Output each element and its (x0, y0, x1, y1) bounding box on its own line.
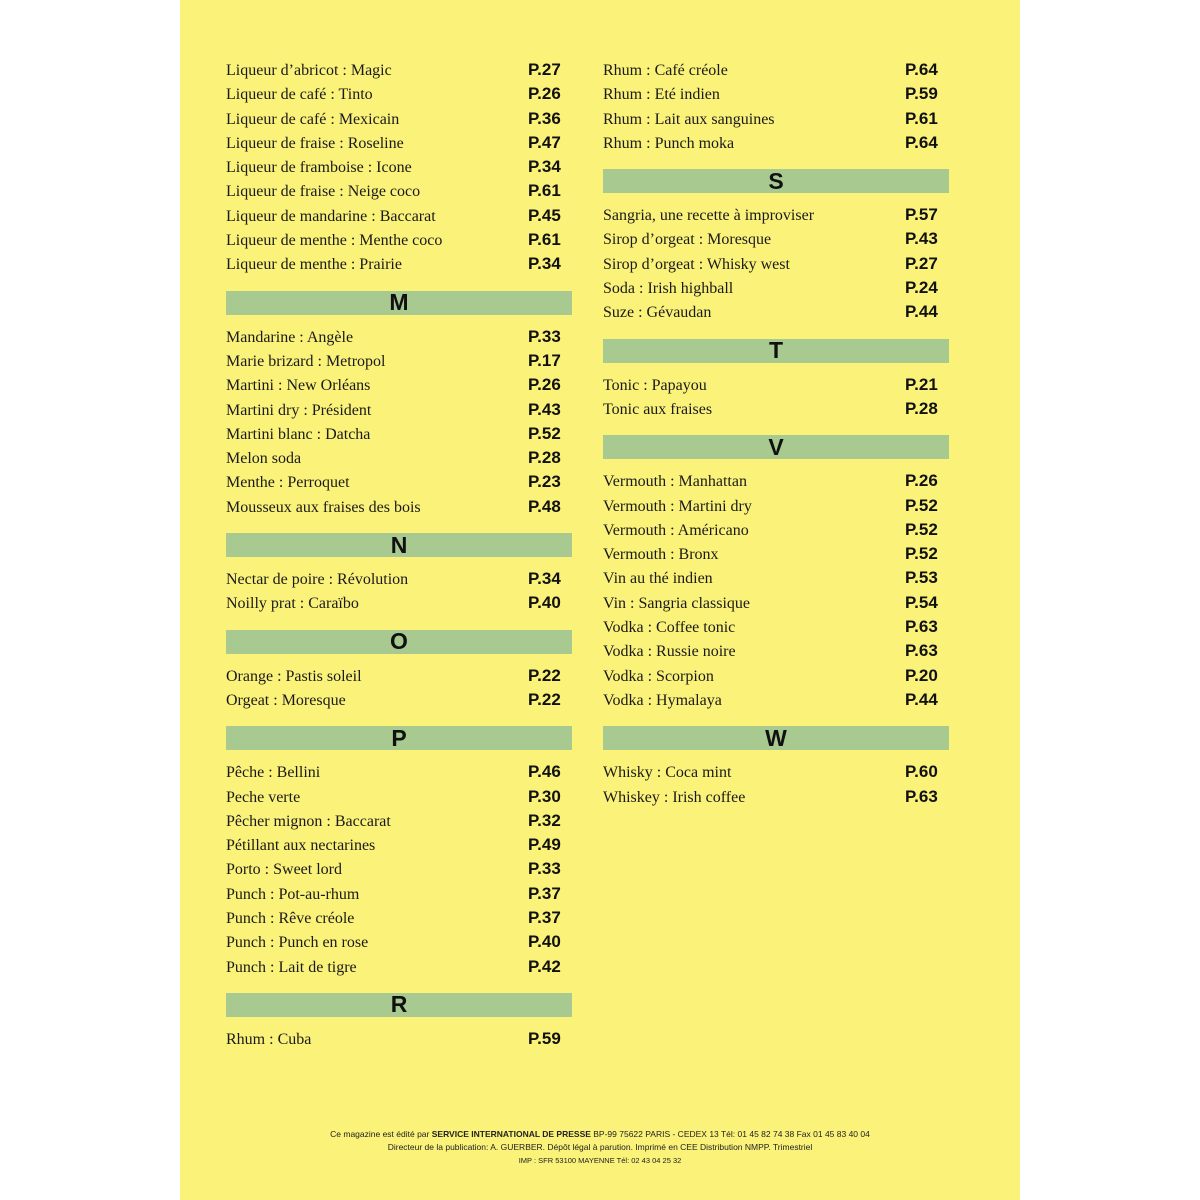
page-number: P.32 (528, 810, 561, 830)
cocktail-name: Pêcher mignon : Baccarat (226, 812, 391, 830)
page-number: P.49 (528, 835, 561, 855)
page-number: P.34 (528, 254, 561, 274)
page-number: P.22 (528, 665, 561, 685)
cocktail-name: Pétillant aux nectarines (226, 837, 376, 855)
section-letter: M (389, 289, 409, 316)
page-number: P.17 (528, 350, 561, 370)
index-entry (603, 131, 949, 155)
index-entry (603, 760, 949, 784)
cocktail-name: Suze : Gévaudan (603, 304, 712, 322)
cocktail-name: Nectar de poire : Révolution (226, 571, 409, 589)
index-entry (603, 107, 949, 131)
page-number: P.52 (905, 519, 938, 539)
cocktail-name: Vermouth : Manhattan (603, 473, 747, 491)
index-entry (226, 325, 572, 349)
index-entry (603, 785, 949, 809)
footer-line-2: Directeur de la publication: A. GUERBER. Dépôt légal à parution. Imprimé en CEE Distribution NMPP. Trimestriel (387, 1142, 813, 1152)
index-entry (603, 566, 949, 590)
page-number: P.28 (528, 448, 561, 468)
cocktail-name: Punch : Punch en rose (226, 934, 369, 952)
section-letter-bar (226, 533, 572, 557)
page-number: P.52 (528, 423, 561, 443)
page-number: P.61 (528, 230, 561, 250)
page-number: P.63 (905, 641, 938, 661)
page-number: P.26 (905, 471, 938, 491)
page-number: P.52 (905, 495, 938, 515)
section-letter: V (768, 433, 784, 460)
cocktail-name: Whiskey : Irish coffee (603, 788, 746, 806)
index-entry (603, 639, 949, 663)
index-entry (226, 688, 572, 712)
page-number: P.27 (528, 60, 561, 79)
index-entry (226, 446, 572, 470)
page-number: P.37 (528, 883, 561, 903)
index-entry (226, 809, 572, 833)
cocktail-name: Sangria, une recette à improviser (603, 207, 815, 225)
section-letter-bar (226, 726, 572, 750)
section-letter: O (390, 628, 408, 655)
index-entry (603, 518, 949, 542)
page-number: P.21 (905, 374, 938, 394)
index-entry (226, 349, 572, 373)
cocktail-name: Vodka : Russie noire (603, 643, 736, 661)
page-number: P.28 (905, 398, 938, 418)
index-entry (603, 494, 949, 518)
cocktail-name: Liqueur de fraise : Roseline (226, 134, 404, 152)
index-entry (226, 1027, 572, 1051)
index-entry (603, 688, 949, 712)
section-letter-bar (603, 435, 949, 459)
cocktail-name: Soda : Irish highball (603, 280, 734, 298)
index-entry (226, 955, 572, 979)
cocktail-name: Vermouth : Bronx (603, 546, 719, 564)
index-entry (603, 373, 949, 397)
cocktail-name: Tonic : Papayou (603, 376, 707, 394)
index-column-left (226, 58, 572, 1051)
index-entry (226, 857, 572, 881)
page-number: P.59 (528, 1028, 561, 1048)
page-number: P.34 (528, 157, 561, 177)
index-entry (226, 228, 572, 252)
section-letter-bar (603, 169, 949, 193)
section-letter: T (768, 337, 784, 364)
page-number: P.63 (905, 617, 938, 637)
index-entry (603, 300, 949, 324)
index-entry (603, 664, 949, 688)
cocktail-name: Orange : Pastis soleil (226, 667, 362, 685)
cocktail-name: Sirop d’orgeat : Moresque (603, 231, 772, 249)
index-entry (226, 882, 572, 906)
index-entry (603, 469, 949, 493)
page-number: P.48 (528, 496, 561, 516)
cocktail-name: Martini blanc : Datcha (226, 425, 371, 443)
cocktail-name: Martini : New Orléans (226, 377, 371, 395)
index-entry (226, 906, 572, 930)
cocktail-name: Liqueur d’abricot : Magic (226, 62, 392, 79)
page-number: P.26 (528, 84, 561, 104)
cocktail-name: Liqueur de café : Mexicain (226, 110, 400, 128)
index-entry (226, 664, 572, 688)
section-letter-bar (603, 339, 949, 363)
cocktail-name: Porto : Sweet lord (226, 861, 342, 879)
index-entry (603, 615, 949, 639)
cocktail-name: Rhum : Punch moka (603, 134, 735, 152)
publisher-footer (180, 1128, 1020, 1167)
index-entry (603, 252, 949, 276)
section-letter-bar (226, 993, 572, 1017)
cocktail-name: Punch : Pot-au-rhum (226, 885, 360, 903)
index-entry (226, 398, 572, 422)
section-letter: N (390, 531, 408, 558)
index-entry (226, 82, 572, 106)
section-letter: R (390, 991, 408, 1018)
page-number: P.43 (528, 399, 561, 419)
index-entry (226, 252, 572, 276)
cocktail-name: Vermouth : Martini dry (603, 497, 752, 515)
page-number: P.47 (528, 132, 561, 152)
index-entry (603, 397, 949, 421)
cocktail-name: Vermouth : Américano (603, 521, 749, 539)
page-number: P.64 (905, 132, 938, 152)
index-entry (226, 58, 572, 82)
index-column-right (603, 58, 949, 809)
cocktail-name: Rhum : Café créole (603, 62, 728, 79)
cocktail-name: Liqueur de framboise : Icone (226, 159, 412, 177)
index-entry (226, 155, 572, 179)
footer-line-1: Ce magazine est édité par SERVICE INTERNATIONAL DE PRESSE BP-99 75622 PARIS - CEDEX 13 Tél: 01 45 82 74 38 Fax 01 45 83 40 04 (330, 1129, 870, 1139)
index-entry (226, 373, 572, 397)
page-number: P.37 (528, 908, 561, 928)
page-number: P.30 (528, 786, 561, 806)
index-entry (226, 591, 572, 615)
index-entry (603, 82, 949, 106)
page-number: P.46 (528, 762, 561, 782)
cocktail-name: Rhum : Eté indien (603, 86, 720, 104)
index-entry (226, 204, 572, 228)
page-number: P.36 (528, 108, 561, 128)
section-letter-bar (226, 291, 572, 315)
page-number: P.64 (905, 60, 938, 79)
section-letter: S (768, 167, 784, 194)
index-entry (603, 542, 949, 566)
section-letter: P (391, 724, 407, 751)
page-number: P.40 (528, 932, 561, 952)
cocktail-name: Vodka : Coffee tonic (603, 619, 736, 637)
cocktail-name: Peche verte (226, 788, 301, 806)
cocktail-name: Mandarine : Angèle (226, 328, 354, 346)
cocktail-name: Vodka : Scorpion (603, 667, 714, 685)
page-number: P.45 (528, 205, 561, 225)
page-number: P.22 (528, 689, 561, 709)
page-number: P.26 (528, 375, 561, 395)
page-number: P.52 (905, 544, 938, 564)
footer-line-3: IMP : SFR 53100 MAYENNE Tél: 02 43 04 25 32 (518, 1156, 682, 1165)
cocktail-name: Liqueur de café : Tinto (226, 86, 373, 104)
page-number: P.61 (905, 108, 938, 128)
page-number: P.44 (905, 302, 938, 322)
page-number: P.33 (528, 859, 561, 879)
index-entry (603, 591, 949, 615)
cocktail-name: Liqueur de menthe : Prairie (226, 256, 402, 274)
index-entry (226, 422, 572, 446)
page-number: P.44 (905, 689, 938, 709)
cocktail-name: Liqueur de menthe : Menthe coco (226, 232, 443, 250)
page-number: P.60 (905, 762, 938, 782)
cocktail-name: Menthe : Perroquet (226, 474, 350, 492)
cocktail-name: Pêche : Bellini (226, 764, 321, 782)
cocktail-name: Tonic aux fraises (603, 400, 713, 418)
index-entry (603, 203, 949, 227)
index-entry (226, 107, 572, 131)
section-letter-bar (226, 630, 572, 654)
page-number: P.54 (905, 592, 938, 612)
cocktail-name: Liqueur de mandarine : Baccarat (226, 207, 436, 225)
page-number: P.42 (528, 956, 561, 976)
index-entry (603, 58, 949, 82)
cocktail-name: Marie brizard : Metropol (226, 352, 386, 370)
page-number: P.27 (905, 253, 938, 273)
index-entry (226, 930, 572, 954)
page-number: P.33 (528, 326, 561, 346)
cocktail-name: Liqueur de fraise : Neige coco (226, 183, 421, 201)
index-entry (226, 785, 572, 809)
cocktail-name: Punch : Rêve créole (226, 910, 355, 928)
cocktail-name: Orgeat : Moresque (226, 691, 346, 709)
cocktail-name: Vin au thé indien (603, 570, 713, 588)
cocktail-name: Whisky : Coca mint (603, 764, 732, 782)
cocktail-name: Vodka : Hymalaya (603, 691, 722, 709)
index-entry (603, 227, 949, 251)
cocktail-name: Rhum : Cuba (226, 1030, 312, 1048)
cocktail-name: Vin : Sangria classique (603, 594, 751, 612)
page-number: P.23 (528, 472, 561, 492)
section-letter: W (765, 724, 787, 751)
cocktail-name: Sirop d’orgeat : Whisky west (603, 255, 790, 273)
section-letter-bar (603, 726, 949, 750)
index-entry (226, 760, 572, 784)
index-entry (226, 470, 572, 494)
page-number: P.24 (905, 278, 938, 298)
index-entry (226, 495, 572, 519)
cocktail-name: Rhum : Lait aux sanguines (603, 110, 775, 128)
index-entry (226, 179, 572, 203)
page-number: P.57 (905, 205, 938, 225)
page-number: P.53 (905, 568, 938, 588)
index-entry (603, 276, 949, 300)
page-number: P.63 (905, 786, 938, 806)
cocktail-name: Melon soda (226, 450, 302, 468)
index-entry (226, 833, 572, 857)
page-number: P.61 (528, 181, 561, 201)
index-entry (226, 567, 572, 591)
cocktail-name: Noilly prat : Caraïbo (226, 595, 359, 613)
page-number: P.20 (905, 665, 938, 685)
page-number: P.40 (528, 593, 561, 613)
cocktail-name: Mousseux aux fraises des bois (226, 498, 421, 516)
cocktail-name: Punch : Lait de tigre (226, 958, 357, 976)
page-number: P.34 (528, 569, 561, 589)
cocktail-name: Martini dry : Président (226, 401, 372, 419)
page-number: P.43 (905, 229, 938, 249)
index-entry (226, 131, 572, 155)
page-number: P.59 (905, 84, 938, 104)
